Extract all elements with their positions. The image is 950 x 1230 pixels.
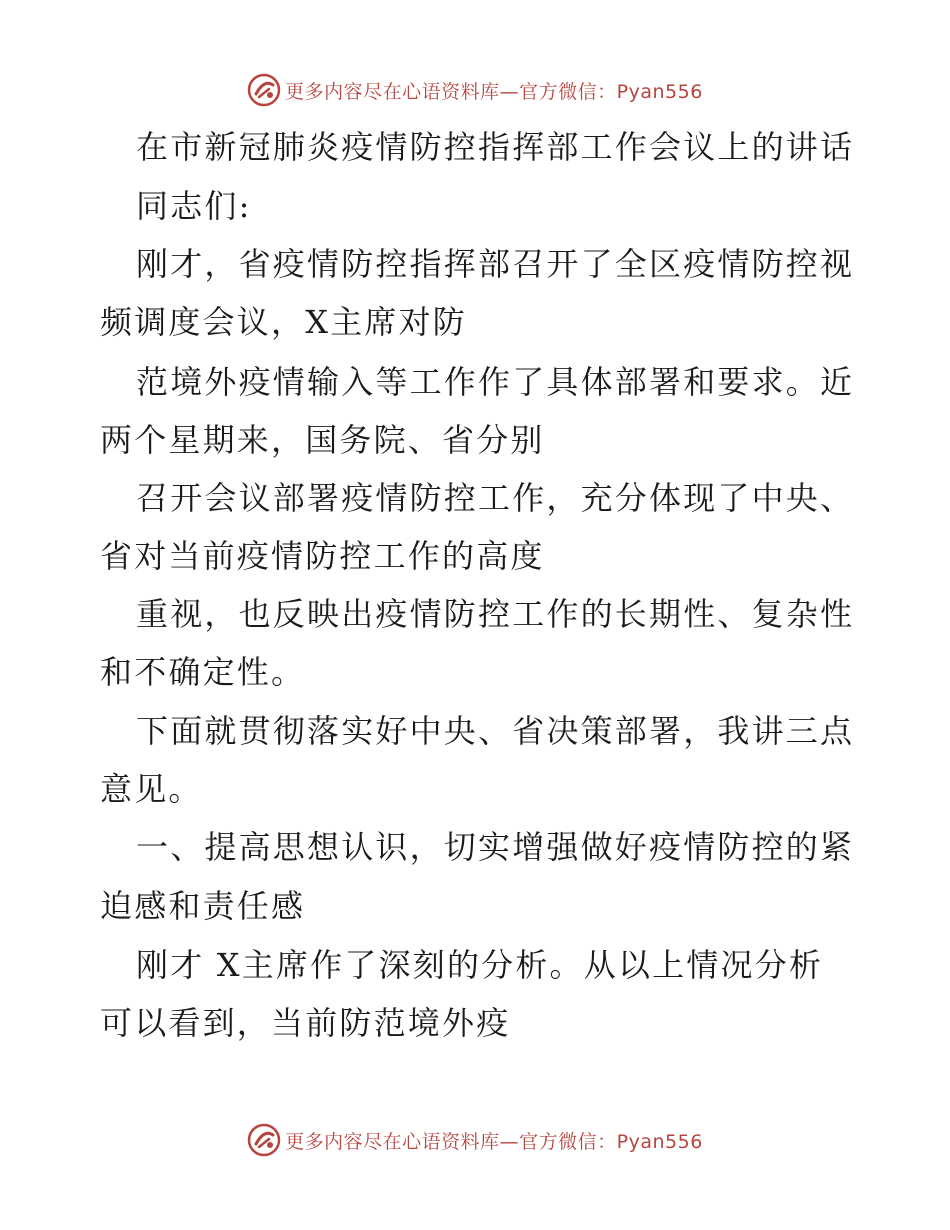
paragraph-line: 下面就贯彻落实好中央、省决策部署，我讲三点 (136, 712, 855, 750)
footer-banner (0, 1120, 950, 1160)
paragraph-line: 刚才 X主席作了深刻的分析。从以上情况分析 (136, 946, 824, 984)
paragraph-line: 可以看到，当前防范境外疫 (100, 1004, 511, 1042)
paragraph-line: 省对当前疫情防控工作的高度 (100, 537, 545, 575)
paragraph-line: 和不确定性。 (100, 653, 306, 691)
header-banner-text: 更多内容尽在心语资料库—官方微信：Pyan556 (285, 80, 703, 103)
paragraph-line: 范境外疫情输入等工作作了具体部署和要求。近 (136, 363, 855, 401)
paragraph-line: 频调度会议，X主席对防 (100, 303, 467, 341)
document-title: 在市新冠肺炎疫情防控指挥部工作会议上的讲话 (136, 128, 855, 166)
paragraph-line: 刚才，省疫情防控指挥部召开了全区疫情防控视 (136, 245, 855, 283)
salutation: 同志们: (136, 187, 252, 225)
cheng-seal-icon (247, 1123, 281, 1157)
paragraph-line: 两个星期来，国务院、省分别 (100, 421, 545, 459)
paragraph-line: 召开会议部署疫情防控工作，充分体现了中央、 (136, 479, 855, 517)
paragraph-line: 重视，也反映出疫情防控工作的长期性、复杂性 (136, 595, 855, 633)
footer-banner-text: 更多内容尽在心语资料库—官方微信：Pyan556 (285, 1130, 703, 1153)
section-heading-continued: 迫感和责任感 (100, 887, 306, 925)
section-heading: 一、提高思想认识，切实增强做好疫情防控的紧 (136, 828, 855, 866)
paragraph-line: 意见。 (100, 770, 203, 808)
